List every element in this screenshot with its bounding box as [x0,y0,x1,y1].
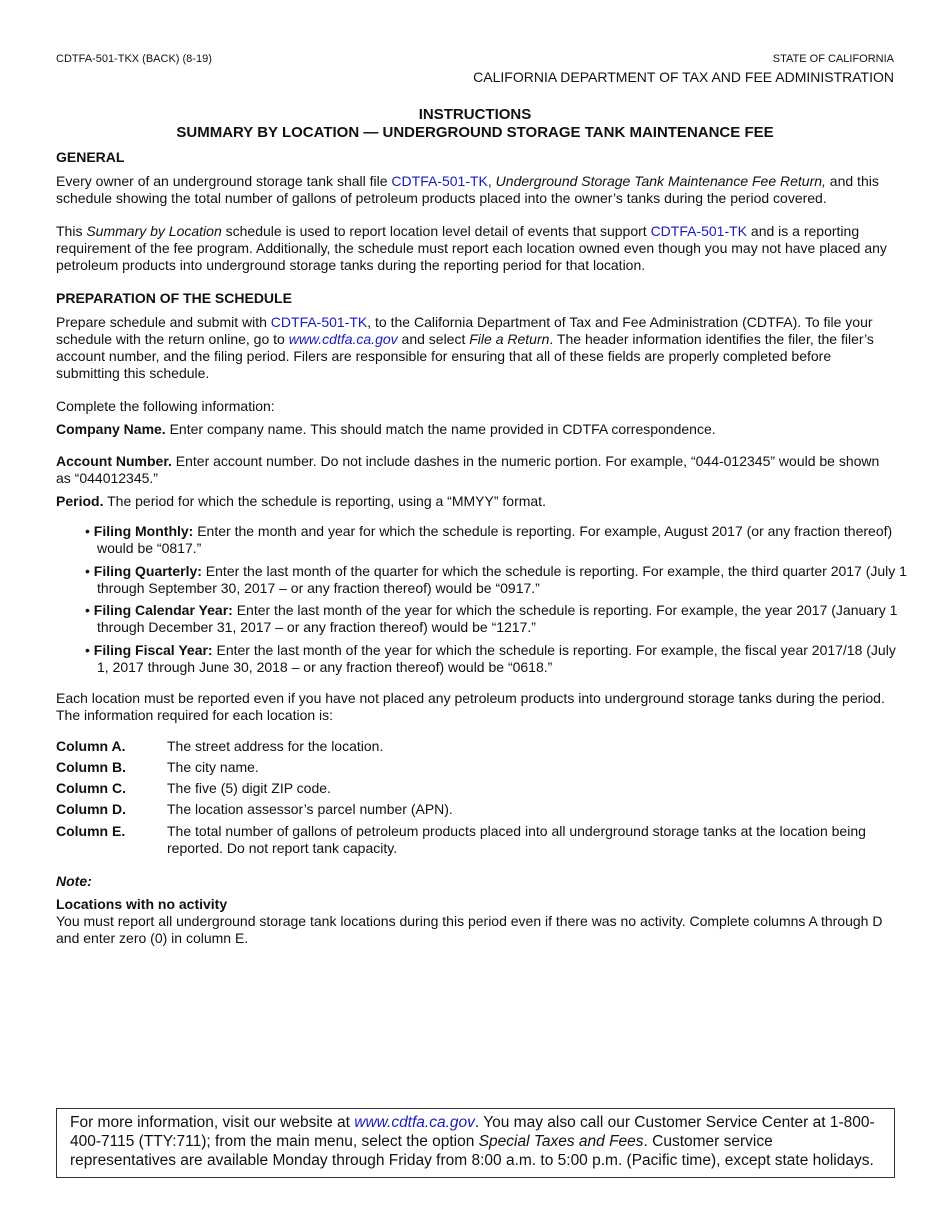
website-link[interactable]: www.cdtfa.ca.gov [288,331,398,347]
note-heading: Locations with no activity [56,896,228,912]
locations-intro: Each location must be reported even if you have not placed any petroleum products into underground storage tanks during the period. The information required for each location is: [56,690,885,723]
column-b-text: The city name. [167,759,259,775]
general-paragraph-2: This Summary by Location schedule is used to report location level detail of events that support CDTFA-501-TK and is a reporting requirement of the fee program. Additionally, the schedule must report each location owned even though you may not have placed any petroleum products into underground storage tanks during the reporting period for that location. [56,223,887,273]
account-number-instruction: Account Number. Enter account number. Do not include dashes in the numeric portion. For example, “044-012345” would be shown as “044012345.” [56,453,880,486]
state-label: STATE OF CALIFORNIA [772,53,894,65]
preparation-paragraph: Prepare schedule and submit with CDTFA-501-TK, to the California Department of Tax and Fee Administration (CDTFA). To file your schedule with the return online, go to www.cdtfa.ca.gov and select File a Return. The header information identifies the filer, the filer’s account number, and the filing period. Filers are responsible for ensuring that all of these fields are properly completed before submitting this schedule. [56,314,874,381]
page-subtitle: SUMMARY BY LOCATION — UNDERGROUND STORAGE TANK MAINTENANCE FEE [176,124,774,141]
form-link[interactable]: CDTFA-501-TK [391,173,488,189]
bullet-filing-quarterly: • Filing Quarterly: Enter the last month of the quarter for which the schedule is reporting. For example, the third quarter 2017 (July 1 through September 30, 2017 – or any fraction thereof) would be “0917.” [85,563,907,596]
column-a-label: Column A. [56,738,126,754]
column-c-text: The five (5) digit ZIP code. [167,780,331,796]
general-heading: GENERAL [56,149,125,165]
bullet-filing-fiscal-year: • Filing Fiscal Year: Enter the last month of the year for which the schedule is reporting. For example, the fiscal year 2017/18 (July 1, 2017 through June 30, 2018 – or any fraction thereof) would be “0618.” [85,642,896,675]
form-id: CDTFA-501-TKX (BACK) (8-19) [56,53,212,65]
note-label: Note: [56,873,92,889]
bullet-filing-calendar-year: • Filing Calendar Year: Enter the last month of the year for which the schedule is reporting. For example, the year 2017 (January 1 through December 31, 2017 – or any fraction thereof) would be “1217.” [85,602,898,635]
company-name-instruction: Company Name. Enter company name. This should match the name provided in CDTFA correspondence. [56,421,716,437]
form-link[interactable]: CDTFA-501-TK [650,223,748,239]
column-c-label: Column C. [56,780,126,796]
column-d-label: Column D. [56,801,126,817]
contact-info-box: For more information, visit our website at www.cdtfa.ca.gov. You may also call our Customer Service Center at 1-800-400-7115 (TTY:711); from the main menu, select the option Special Taxes and Fees. Customer service representatives are available Monday through Friday from 8:00 a.m. to 5:00 p.m. (Pacific time), except state holidays. [56,1108,895,1178]
form-link[interactable]: CDTFA-501-TK [270,314,368,330]
complete-instruction: Complete the following information: [56,398,275,414]
bullet-filing-monthly: • Filing Monthly: Enter the month and year for which the schedule is reporting. For example, August 2017 (or any fraction thereof) would be “0817.” [85,523,893,556]
note-text: You must report all underground storage tank locations during this period even if there was no activity. Complete columns A through D and enter zero (0) in column E. [56,913,883,946]
preparation-heading: PREPARATION OF THE SCHEDULE [56,290,292,306]
column-a-text: The street address for the location. [167,738,384,754]
column-b-label: Column B. [56,759,126,775]
department-name: CALIFORNIA DEPARTMENT OF TAX AND FEE ADMINISTRATION [473,69,894,85]
column-d-text: The location assessor’s parcel number (APN). [167,801,453,817]
column-e-text: The total number of gallons of petroleum products placed into all underground storage tanks at the location being reported. Do not report tank capacity. [167,823,866,856]
column-e-label: Column E. [56,823,126,839]
page-title: INSTRUCTIONS [418,106,532,123]
website-link[interactable]: www.cdtfa.ca.gov [354,1114,475,1131]
general-paragraph-1: Every owner of an underground storage tank shall file CDTFA-501-TK, Underground Storage Tank Maintenance Fee Return, and this schedule showing the total number of gallons of petroleum products placed into the owner’s tanks during the period covered. [56,173,879,206]
period-instruction: Period. The period for which the schedule is reporting, using a “MMYY” format. [56,493,546,509]
